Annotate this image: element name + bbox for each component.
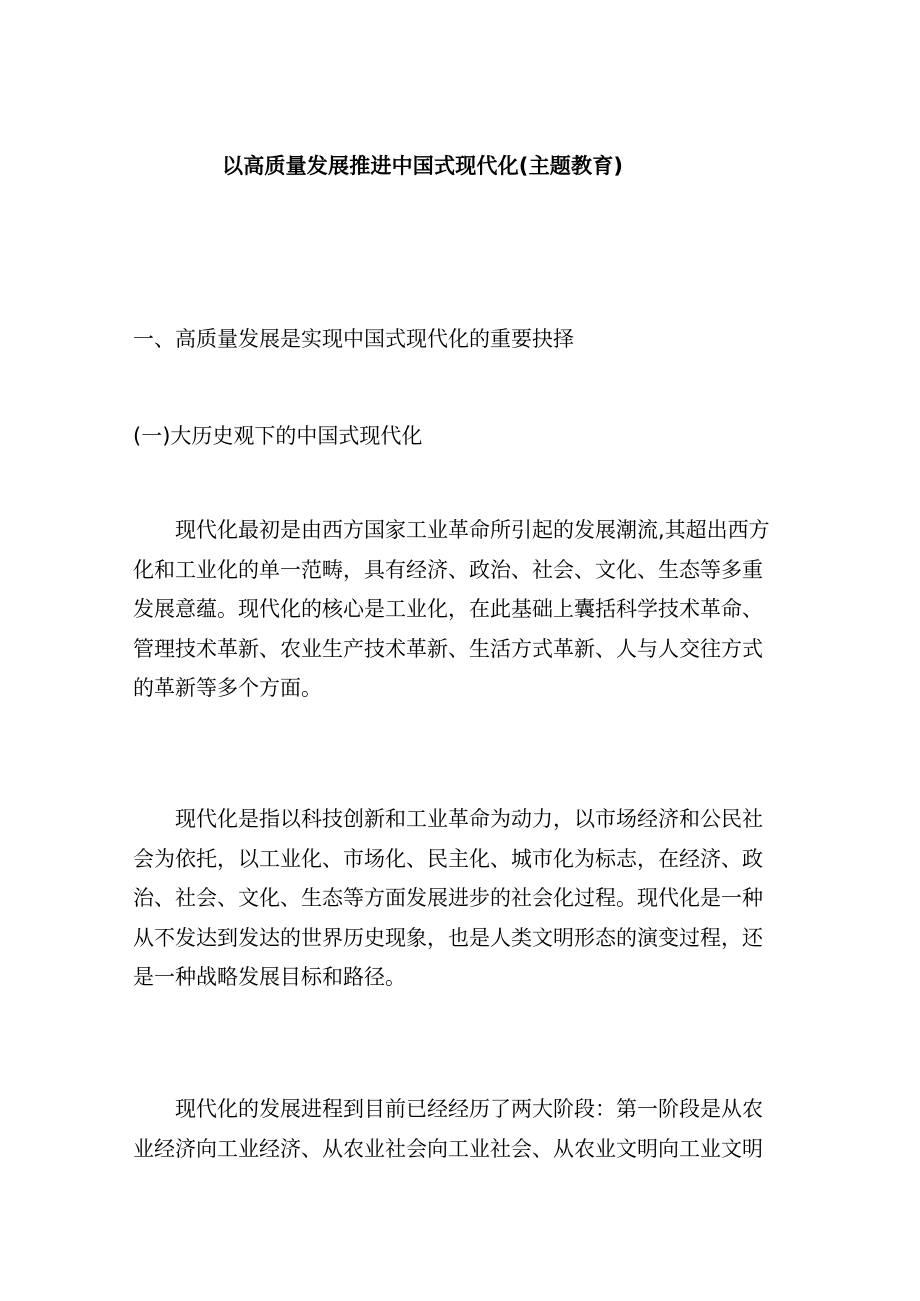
paragraph-2 xyxy=(133,800,805,998)
paragraph-line: 从不发达到发达的世界历史现象，也是人类文明形态的演变过程，还 xyxy=(133,925,763,950)
paragraph-line: 现代化是指以科技创新和工业革命为动力，以市场经济和公民社 xyxy=(133,807,763,831)
paragraph-line: 现代化最初是由西方国家工业革命所引起的发展潮流,其超出西方 xyxy=(133,518,770,542)
section-heading: 一、高质量发展是实现中国式现代化的重要抉择 xyxy=(133,327,574,351)
paragraph-line: 的革新等多个方面。 xyxy=(133,676,322,700)
paragraph-line: 会为依托，以工业化、市场化、民主化、城市化为标志，在经济、政 xyxy=(133,846,763,871)
paragraph-line: 业经济向工业经济、从农业社会向工业社会、从农业文明向工业文明 xyxy=(133,1136,763,1161)
document-title: 以高质量发展推进中国式现代化(主题教育) xyxy=(222,154,624,178)
paragraph-line: 发展意蕴。现代化的核心是工业化，在此基础上囊括科学技术革命、 xyxy=(133,597,763,621)
subsection-heading: (一)大历史观下的中国式现代化 xyxy=(133,424,423,448)
paragraph-1 xyxy=(133,511,805,709)
paragraph-line: 是一种战略发展目标和路径。 xyxy=(133,965,406,989)
paragraph-line: 化和工业化的单一范畴，具有经济、政治、社会、文化、生态等多重 xyxy=(133,557,763,582)
paragraph-line: 治、社会、文化、生态等方面发展进步的社会化过程。现代化是一种 xyxy=(133,886,763,910)
paragraph-line: 管理技术革新、农业生产技术革新、生活方式革新、人与人交往方式 xyxy=(133,636,763,661)
paragraph-3 xyxy=(133,1090,805,1169)
paragraph-line: 现代化的发展进程到目前已经经历了两大阶段：第一阶段是从农 xyxy=(133,1097,763,1121)
